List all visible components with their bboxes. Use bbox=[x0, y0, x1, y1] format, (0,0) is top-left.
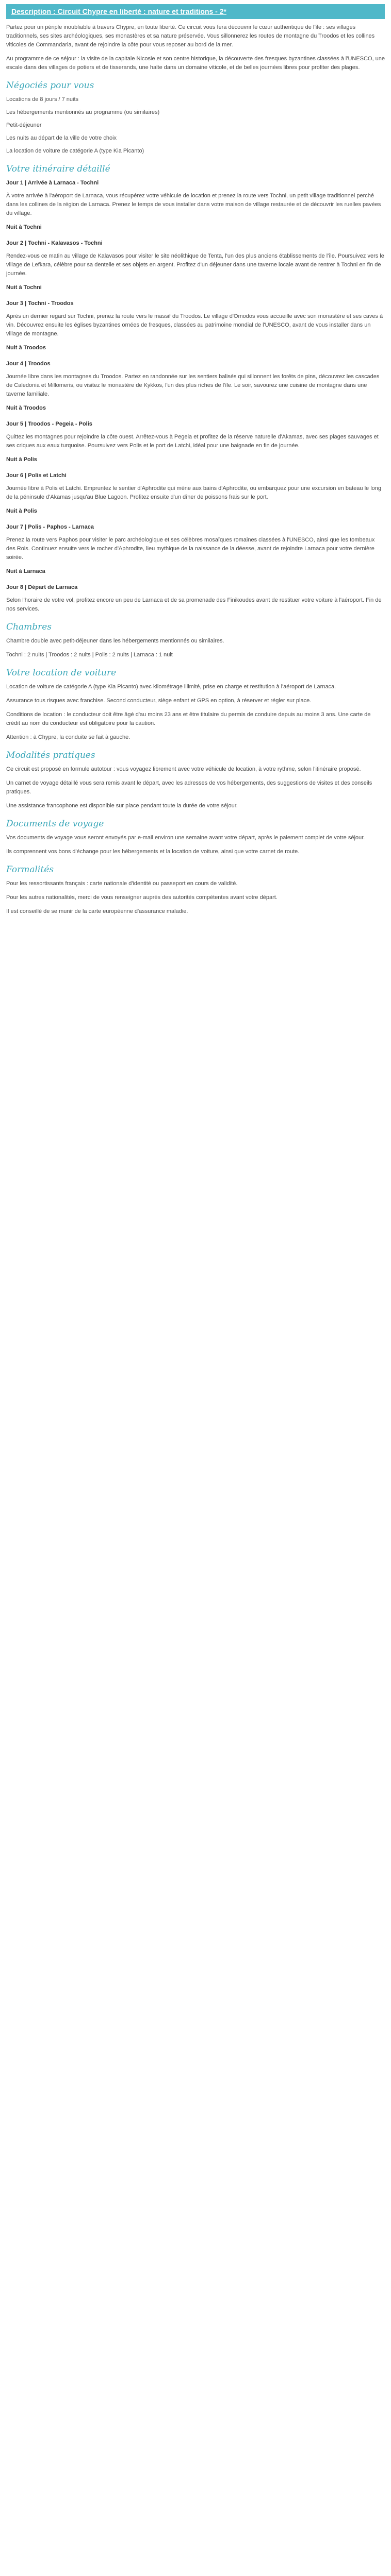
section-title-itineraire: Votre itinéraire détaillé bbox=[6, 164, 110, 174]
modalites-text: Ce circuit est proposé en formule autotour : vous voyagez librement avec votre véhicule de location, à votre rythme, selon l'itinéraire proposé. bbox=[6, 766, 361, 772]
day-block bbox=[6, 420, 385, 464]
page bbox=[0, 0, 391, 916]
day-block bbox=[6, 583, 385, 614]
day-text: Journée libre à Polis et Latchi. Empruntez le sentier d'Aphrodite qui mène aux bains d'Aphrodite, ou embarquez pour une excursion en bateau le long de la péninsule d'Akamas jusqu'au Blue Lagoon. Profitez ensuite d'un dîner de poissons frais sur le port. bbox=[6, 485, 381, 500]
list-item: La location de voiture de catégorie A (type Kia Picanto) bbox=[6, 148, 144, 154]
day-meal: Nuit à Polis bbox=[6, 508, 37, 514]
day-heading: Jour 5 | Troodos - Pegeia - Polis bbox=[6, 421, 92, 427]
day-block bbox=[6, 179, 385, 232]
description-title: Description : Circuit Chypre en liberté : nature et traditions - 2* bbox=[11, 7, 226, 15]
day-block bbox=[6, 523, 385, 576]
day-block bbox=[6, 239, 385, 292]
section-title-documents: Documents de voyage bbox=[6, 819, 104, 829]
day-heading: Jour 2 | Tochni - Kalavasos - Tochni bbox=[6, 240, 103, 246]
section-title-formalites: Formalités bbox=[6, 865, 54, 875]
day-meal: Nuit à Larnaca bbox=[6, 568, 45, 574]
day-heading: Jour 6 | Polis et Latchi bbox=[6, 472, 67, 479]
section-title-chambres: Chambres bbox=[6, 622, 52, 632]
location-text: Location de voiture de catégorie A (type Kia Picanto) avec kilométrage illimité, prise en charge et restitution à l'aéroport de Larnaca. bbox=[6, 684, 336, 690]
day-meal: Nuit à Tochni bbox=[6, 284, 42, 291]
section-title-modalites: Modalités pratiques bbox=[6, 750, 95, 760]
day-block bbox=[6, 471, 385, 516]
location-text: Attention : à Chypre, la conduite se fait à gauche. bbox=[6, 734, 131, 740]
day-meal: Nuit à Polis bbox=[6, 456, 37, 463]
modalites-text: Une assistance francophone est disponible sur place pendant toute la durée de votre séjour. bbox=[6, 803, 238, 809]
formalites-text: Pour les autres nationalités, merci de vous renseigner auprès des autorités compétentes avant votre départ. bbox=[6, 894, 278, 901]
negocies-list bbox=[6, 95, 385, 156]
day-block bbox=[6, 360, 385, 413]
chambres-text: Chambre double avec petit-déjeuner dans les hébergements mentionnés ou similaires. bbox=[6, 638, 224, 644]
day-meal: Nuit à Tochni bbox=[6, 224, 42, 230]
day-block bbox=[6, 299, 385, 352]
day-heading: Jour 4 | Troodos bbox=[6, 361, 51, 367]
section-title-negocies: Négociés pour vous bbox=[6, 80, 94, 91]
formalites-text: Il est conseillé de se munir de la carte européenne d'assurance maladie. bbox=[6, 908, 188, 914]
description-title-bar bbox=[6, 4, 385, 19]
location-text: Conditions de location : le conducteur doit être âgé d'au moins 23 ans et être titulaire du permis de conduire depuis au moins 3 ans. Une carte de crédit au nom du conducteur est obligatoire pour la caution. bbox=[6, 711, 371, 726]
location-text: Assurance tous risques avec franchise. Second conducteur, siège enfant et GPS en option, à réserver et régler sur place. bbox=[6, 698, 312, 704]
list-item: Les nuits au départ de la ville de votre choix bbox=[6, 135, 117, 141]
section-title-location: Votre location de voiture bbox=[6, 668, 117, 678]
day-heading: Jour 8 | Départ de Larnaca bbox=[6, 584, 78, 590]
day-text: Prenez la route vers Paphos pour visiter le parc archéologique et ses célèbres mosaïques romaines classées à l'UNESCO, ainsi que les tombeaux des Rois. Continuez ensuite vers le rocher d'Aphrodite, lieu mythique de la naissance de la déesse, avant de rejoindre Larnaca pour votre dernière soirée. bbox=[6, 537, 375, 561]
day-heading: Jour 3 | Tochni - Troodos bbox=[6, 300, 74, 307]
day-meal: Nuit à Troodos bbox=[6, 405, 46, 411]
chambres-text: Tochni : 2 nuits | Troodos : 2 nuits | Polis : 2 nuits | Larnaca : 1 nuit bbox=[6, 652, 173, 658]
modalites-text: Un carnet de voyage détaillé vous sera remis avant le départ, avec les adresses de vos hébergements, des suggestions de visites et des conseils pratiques. bbox=[6, 780, 372, 795]
day-text: Après un dernier regard sur Tochni, prenez la route vers le massif du Troodos. Le village d'Omodos vous accueille avec son monastère et ses caves à vin. Découvrez ensuite les églises byzantines ornées de fresques, classées au patrimoine mondial de l'UNESCO, avant de vous installer dans un village de montagne. bbox=[6, 313, 383, 337]
day-text: À votre arrivée à l'aéroport de Larnaca, vous récupérez votre véhicule de location et prenez la route vers Tochni, un petit village traditionnel perché dans les collines de la région de Larnaca. Prenez le temps de vous installer dans votre maison de village restaurée et de découvrir les ruelles pavées du village. bbox=[6, 193, 381, 216]
formalites-text: Pour les ressortissants français : carte nationale d'identité ou passeport en cours de validité. bbox=[6, 880, 238, 887]
day-text: Journée libre dans les montagnes du Troodos. Partez en randonnée sur les sentiers balisés qui sillonnent les forêts de pins, découvrez les cascades de Caledonia et Millomeris, ou visitez le monastère de Kykkos, l'un des plus riches de l'île. Le soir, savourez une cuisine de montagne dans une taverne familiale. bbox=[6, 374, 380, 397]
list-item: Locations de 8 jours / 7 nuits bbox=[6, 96, 79, 103]
day-text: Rendez-vous ce matin au village de Kalavasos pour visiter le site néolithique de Tenta, l'un des plus anciens établissements de l'île. Poursuivez vers le village de Lefkara, célèbre pour sa dentelle et ses objets en argent. Profitez d'un déjeuner dans une taverne locale avant de rentrer à Tochni en fin de journée. bbox=[6, 253, 384, 277]
list-item: Les hébergements mentionnés au programme (ou similaires) bbox=[6, 109, 160, 115]
day-heading: Jour 7 | Polis - Paphos - Larnaca bbox=[6, 524, 94, 530]
day-text: Quittez les montagnes pour rejoindre la côte ouest. Arrêtez-vous à Pegeia et profitez de la réserve naturelle d'Akamas, avec ses plages sauvages et ses criques aux eaux turquoise. Poursuivez vers Polis et le port de Latchi, idéal pour une baignade en fin de journée. bbox=[6, 434, 379, 449]
day-text: Selon l'horaire de votre vol, profitez encore un peu de Larnaca et de sa promenade des Finikoudes avant de restituer votre voiture à l'aéroport. Fin de nos services. bbox=[6, 597, 382, 612]
day-heading: Jour 1 | Arrivée à Larnaca - Tochni bbox=[6, 180, 99, 186]
day-meal: Nuit à Troodos bbox=[6, 345, 46, 351]
documents-text: Ils comprennent vos bons d'échange pour les hébergements et la location de voiture, ainsi que votre carnet de route. bbox=[6, 849, 300, 855]
documents-text: Vos documents de voyage vous seront envoyés par e-mail environ une semaine avant votre départ, après le paiement complet de votre séjour. bbox=[6, 835, 365, 841]
list-item: Petit-déjeuner bbox=[6, 122, 42, 128]
intro-paragraph: Partez pour un périple inoubliable à travers Chypre, en toute liberté. Ce circuit vous fera découvrir le cœur authentique de l'île : ses villages traditionnels, ses sites archéologiques, ses monastères et sa nature préservée. Vous sillonnerez les routes de montagne du Troodos et les collines viticoles de Commandaria, avant de rejoindre la côte pour vous reposer au bord de la mer. bbox=[6, 24, 375, 48]
intro-paragraph: Au programme de ce séjour : la visite de la capitale Nicosie et son centre historique, la découverte des fresques byzantines classées à l'UNESCO, une escale dans des villages de potiers et de tisserands, une halte dans un domaine viticole, et de belles journées libres pour profiter des plages. bbox=[6, 56, 385, 71]
